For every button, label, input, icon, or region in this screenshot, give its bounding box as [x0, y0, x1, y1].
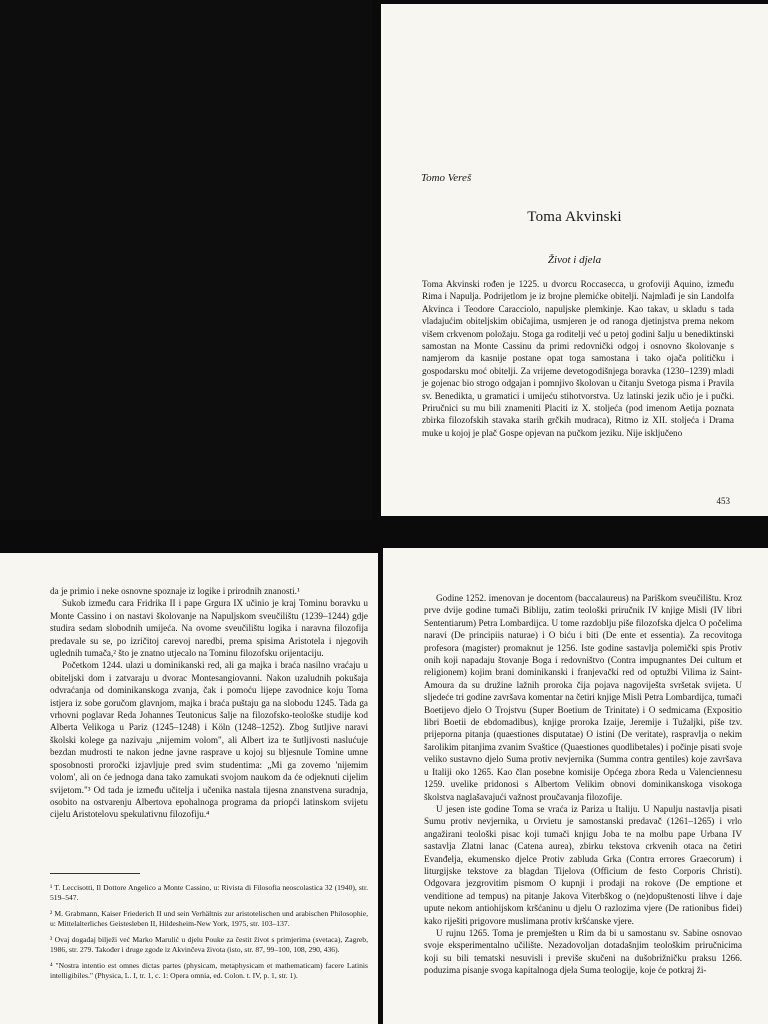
section-heading: Život i djela	[547, 254, 602, 266]
body-text	[422, 278, 734, 439]
footnote: ² M. Grabmann, Kaiser Friederich II und sein Verhältnis zur aristotelischen und arabischen Philosophie, u: Mittelalterliches Geistesleben II, Hildesheim-New York, 1975, str. 103–137.	[50, 909, 368, 928]
paragraph: Početkom 1244. ulazi u dominikanski red, ali ga majka i braća nasilno vraćaju u obiteljski dom i zatvaraju u dvorac Montesangiovanni. Nakon uzaludnih pokušaja odvraćanja od dominikanskoga zvanja, čak i pomoću lijepe zavodnice koju Toma istjera iz sobe goručom glavnjom, majka i braća puštaju ga na slobodu 1245. Tada ga vrhovni poglavar Reda Johannes Teutonicus šalje na filozofsko-teološke studije kod Alberta Velikoga u Pariz (1245–1248) i Köln (1248–1252). Zbog šutljive naravi školski kolege ga nazivaju „nijemim volom", ali Albert iza te šutljivosti naslućuje bezdan mudrosti te nakon jedne javne rasprave u kojoj su bljesnule Tomine umne sposobnosti proročki izjavljuje pred svim studentima: „Mi ga zovemo 'nijemim volom', ali on će jednoga dana tako zamukati svojom naukom da će odjeknuti cijelim svijetom."³ Od tada je između učitelja i učenika nastala tijesna znanstvena suradnja, osobito na ostvarenju Albertova epohalnoga programa da priopći latinskom svijetu cijelu Aristotelovu spekulativnu filozofiju.⁴	[50, 660, 368, 820]
paragraph: U jesen iste godine Toma se vraća iz Pariza u Italiju. U Napulju nastavlja pisati Sumu protiv nevjernika, u Orvietu je samostanski predavač (1261–1265) i vrlo angažirani teološki pisac koji tumači knjigu Joba te na molbu pape Urbana IV sastavlja Zlatni lanac (Catena aurea), zbirku tekstova crkvenih otaca na četiri Evanđelja, ekumensko djelce Protiv zabluda Grka (Contra errores Graecorum) i liturgijske tekstove za blagdan Tijelova (Officium de festo Corporis Christi). Odgovara jezgrovitim pismom O kupnji i prodaji na rokove (De emptione et venditione ad tempus) na pitanje Jakova Viterbškog o (ne)dopuštenosti lihve i daje upute nekom antiohijskom kršćaninu u djelu O razlozima vjere (De rationibus fidei) kako riješiti prigovore muslimana protiv kršćanske vjere.	[424, 803, 742, 926]
paragraph: da je primio i neke osnovne spoznaje iz logike i prirodnih znanosti.¹	[50, 586, 300, 596]
paragraph: U rujnu 1265. Toma je premješten u Rim da bi u samostanu sv. Sabine osnovao svoje eksperimentalno učilište. Nezadovoljan dotadašnjim teološkim priručnicima koji su bili tematski nesuvisli i previše skučeni na dušobrižničku praksu 1266. poduzima pisanje svoga kapitalnoga djela Suma teologije, koje će potkraj ži-	[424, 927, 742, 976]
book-page-bottom-left	[0, 553, 378, 1024]
book-page-top-right	[381, 4, 768, 516]
body-text	[50, 585, 368, 821]
footnotes	[50, 883, 368, 987]
footnote: ¹ T. Leccisotti, Il Dottore Angelico a Monte Cassino, u: Rivista di Filosofia neoscolastica 32 (1940), str. 519–547.	[50, 883, 368, 902]
page-number: 453	[716, 496, 730, 506]
paragraph: Sukob između cara Fridrika II i pape Grgura IX učinio je kraj Tominu boravku u Monte Cassino i on nastavi školovanje na Napuljskom sveučilištu (1239–1244) gdje studira sedam slobodnih umijeća. Na ovome sveučilištu logika i naravna filozofija predavale su se, po izričitoj carevoj naredbi, prema spisima Aristotela i njegovih uglednih tumača,² što je znatno utjecalo na Tominu filozofsku orijentaciju.	[50, 598, 368, 659]
footnote: ³ Ovaj događaj bilježi već Marko Marulić u djelu Pouke za čestit život s primjerima (svetaca), Zagreb, 1986, str. 279. Također i druge zgode iz Akvinčeva života (isto, str. 87, 99–100, 108, 290, 436).	[50, 935, 368, 954]
chapter-title: Toma Akvinski	[527, 209, 622, 225]
footnote-divider	[50, 873, 140, 874]
blank-page-top-left	[0, 0, 372, 520]
author-name: Tomo Vereš	[421, 172, 472, 184]
footnote: ⁴ "Nostra intentio est omnes dictas partes (physicam, metaphysicam et mathematicam) facere Latinis intelligibiles." (Physica, L. I, tr. 1, c. 1: Opera omnia, ed. Colon. t. IV, p. 1, str. 1).	[50, 961, 368, 980]
paragraph: Godine 1252. imenovan je docentom (baccalaureus) na Pariškom sveučilištu. Kroz prve dvije godine tumači Bibliju, zatim teološki priručnik IV knjige Misli (IV libri Sententiarum) Petra Lombardijca. U tome razdoblju piše filozofska djelca O počelima naravi (De principiis naturae) i O biću i biti (De ente et essentia). Za recovitoga profesora (magister) promaknut je 1256. Iste godine sastavlja polemički spis Protiv onih koji napadaju štovanje Boga i redovništvo (Contra impugnantes Dei cultum et religionem) kojim brani dominikanski i franjevački red od optužbi Vilima iz Saint-Amoura da su družine lažnih proroka čija pojava nagoviješta svršetak svijeta. U sljedeće tri godine završava komentar na četiri knjige Misli Petra Lombardijca, tumači Boetijevo djelo O Trojstvu (Super Boetium de Trinitate) i O sedmicama (Expositio libri Boetii de ebdomadibus), knjige proroka Izaije, Jeremije i Tužaljki, piše tzv. prijeporna pitanja (quaestiones disputatae) O istini (De veritate), raspravlja o nekim šarolikim pitanjima zvanim Svaštice (Quaestiones quodlibetales) i počinje pisati svoje veliko sustavno djelo Suma protiv nevjernika (Summa contra gentiles) koje završava u Italiji oko 1265. Kao član posebne komisije Općega zbora Reda u Valenciennesu 1259. uvelike pridonosi s Albertom Velikim obnovi dominikanskoga visokoga školstva naglašavajući važnost proučavanja filozofije.	[424, 593, 742, 802]
body-text	[424, 592, 742, 977]
paragraph: Toma Akvinski rođen je 1225. u dvorcu Roccasecca, u grofoviji Aquino, između Rima i Napulja. Podrijetlom je iz brojne plemićke obitelji. Najmlađi je sin Landolfa Akvinca i Teodore Caracciolo, napuljske plemkinje. Kao takav, u skladu s tada vladajućim obiteljskim običajima, usmjeren je od ranoga djetinjstva prema nekom višem crkvenom položaju. Stoga ga roditelji već u petoj godini šalju u benediktinski samostan na Monte Cassinu da primi redovnički odgoj i osnovno školovanje s namjerom da kasnije postane opat toga samostana i tako ojača političku i gospodarsku moć obitelji. Za vrijeme devetogodišnjega boravka (1230–1239) mladi je gojenac bio strogo odgajan i pomnjivo školovan u čitanju Svetoga pisma i Pravila sv. Benedikta, u gramatici i umijeću stihotvorstva. Uz latinski jezik učio je i pučki. Priručnici su mu bili znameniti Placiti iz X. stoljeća (pod imenom Aetija poznata zbirka filozofskih stavaka starih grčkih mudraca), Ritmo iz XII. stoljeća i Drama muke u kojoj je plač Gospe opjevan na pučkom jeziku. Nije isključeno	[422, 279, 734, 438]
book-page-bottom-right	[383, 548, 768, 1024]
